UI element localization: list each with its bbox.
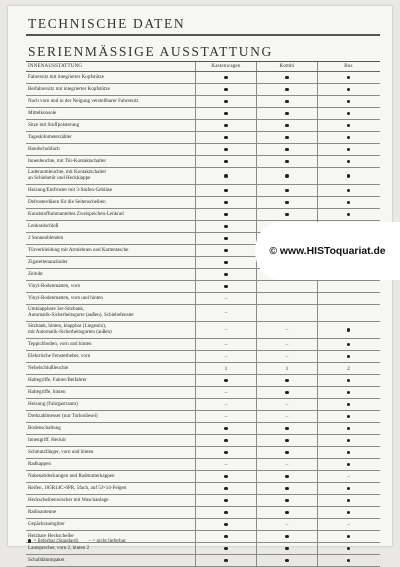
- row-value: [257, 483, 318, 494]
- row-value: –: [196, 399, 257, 410]
- bullet-icon: [285, 88, 289, 92]
- table-row: [26, 197, 380, 209]
- row-value: [257, 72, 318, 83]
- table-header-row: [26, 61, 380, 72]
- bullet-icon: [285, 112, 289, 116]
- bullet-icon: [285, 379, 289, 383]
- row-value: [257, 495, 318, 506]
- row-label: Heizbare Heckscheibe: [26, 531, 196, 542]
- row-value: [318, 197, 379, 208]
- row-value: [196, 375, 257, 386]
- bullet-icon: [285, 213, 289, 217]
- row-label: Sitzbank, hinten, klappbar (Liegesitz), mit Automatik-Sicherheitsgurten (außen): [26, 322, 196, 338]
- table-row: [26, 363, 380, 375]
- row-value: [196, 168, 257, 184]
- bullet-icon: [347, 355, 351, 359]
- bullet-icon: [224, 273, 228, 277]
- table-row: [26, 411, 380, 423]
- row-value: [318, 375, 379, 386]
- row-label: Kunststoffummanteltes Zweispeichen-Lenkrad: [26, 209, 196, 220]
- bullet-icon: [224, 174, 228, 178]
- bullet-icon: [224, 112, 228, 116]
- row-value: –: [196, 411, 257, 422]
- bullet-icon: [224, 499, 228, 503]
- bullet-icon: [224, 261, 228, 265]
- bullet-icon: [28, 539, 31, 542]
- row-label: Heckscheibenwischer mit Waschanlage: [26, 495, 196, 506]
- row-label: Zeituhr: [26, 269, 196, 280]
- bullet-icon: [224, 160, 228, 164]
- bullet-icon: [224, 213, 228, 217]
- row-label: Innenleuchte, mit Tür-Kontaktschalter: [26, 156, 196, 167]
- bullet-icon: [224, 451, 228, 455]
- row-value: [318, 293, 379, 304]
- row-value: [257, 168, 318, 184]
- row-value: [318, 108, 379, 119]
- row-value: [318, 507, 379, 518]
- row-value: [257, 447, 318, 458]
- row-value: [196, 269, 257, 280]
- row-value: –: [196, 459, 257, 470]
- bullet-icon: [224, 285, 228, 289]
- bullet-icon: [224, 427, 228, 431]
- row-value: [196, 555, 257, 566]
- row-label: Haltegriffe, hinten: [26, 387, 196, 398]
- table-row: [26, 351, 380, 363]
- row-value: [257, 84, 318, 95]
- row-value: [257, 375, 318, 386]
- row-value: [318, 156, 379, 167]
- row-value: –: [257, 339, 318, 350]
- row-label: 2 Sonnenblenden: [26, 233, 196, 244]
- bullet-icon: [224, 237, 228, 241]
- row-value: [196, 257, 257, 268]
- row-value: [196, 96, 257, 107]
- table-row: [26, 281, 380, 293]
- row-value: [318, 339, 379, 350]
- row-value: –: [257, 322, 318, 338]
- row-value: [196, 495, 257, 506]
- bullet-icon: [224, 88, 228, 92]
- table-row: [26, 132, 380, 144]
- row-value: [196, 209, 257, 220]
- row-label: Reifen, 185R14C-6PR, 5fach, auf 5J×14-Felgen: [26, 483, 196, 494]
- bullet-icon: [347, 451, 351, 455]
- row-value: [257, 531, 318, 542]
- table-row: [26, 483, 380, 495]
- row-value: [318, 322, 379, 338]
- bullet-icon: [224, 379, 228, 383]
- table-row: [26, 399, 380, 411]
- bullet-icon: [347, 112, 351, 116]
- bullet-icon: [347, 535, 351, 539]
- bullet-icon: [347, 88, 351, 92]
- row-value: –: [257, 459, 318, 470]
- row-value: –: [196, 293, 257, 304]
- table-row: [26, 96, 380, 108]
- bullet-icon: [347, 136, 351, 140]
- row-value: [257, 387, 318, 398]
- row-value: [257, 144, 318, 155]
- legend-unavailable: – = nicht lieferbar: [88, 538, 126, 544]
- table-row: [26, 84, 380, 96]
- table-row: [26, 322, 380, 339]
- header-kombi: Kombi: [257, 62, 318, 71]
- row-value: [257, 305, 318, 321]
- bullet-icon: [347, 415, 351, 419]
- bullet-icon: [224, 559, 228, 563]
- bullet-icon: [224, 100, 228, 104]
- row-label: Vinyl-Bodenmatten, vorn und hinten: [26, 293, 196, 304]
- bullet-icon: [347, 148, 351, 152]
- row-label: Mittelkonsole: [26, 108, 196, 119]
- row-value: [196, 108, 257, 119]
- row-value: [318, 305, 379, 321]
- equipment-table: [26, 61, 380, 567]
- row-value: [196, 197, 257, 208]
- bullet-icon: [224, 76, 228, 80]
- row-value: [318, 399, 379, 410]
- bullet-icon: [285, 136, 289, 140]
- bullet-icon: [285, 160, 289, 164]
- bullet-icon: [224, 148, 228, 152]
- row-label: Radkappen: [26, 459, 196, 470]
- row-label: Bodenschaltung: [26, 423, 196, 434]
- page-title: TECHNISCHE DATEN: [28, 16, 186, 31]
- bullet-icon: [347, 391, 351, 395]
- row-label: Türverkleidung mit Armlehnen und Kartentasche: [26, 245, 196, 256]
- row-label: Vinyl-Bodenmatten, vorn: [26, 281, 196, 292]
- row-value: [318, 132, 379, 143]
- row-value: [257, 108, 318, 119]
- row-label: Defrosterdüsen für die Seitenscheiben: [26, 197, 196, 208]
- row-value: [318, 209, 379, 220]
- bullet-icon: [285, 535, 289, 539]
- bullet-icon: [224, 124, 228, 128]
- table-row: [26, 120, 380, 132]
- bullet-icon: [347, 201, 351, 205]
- table-row: [26, 108, 380, 120]
- bullet-icon: [347, 343, 351, 347]
- row-value: [318, 84, 379, 95]
- bullet-icon: [347, 160, 351, 164]
- bullet-icon: [347, 213, 351, 217]
- bullet-icon: [347, 463, 351, 467]
- row-value: [196, 519, 257, 530]
- bullet-icon: [347, 174, 351, 178]
- row-value: [257, 156, 318, 167]
- row-value: [318, 281, 379, 292]
- bullet-icon: [347, 439, 351, 443]
- row-value: [196, 507, 257, 518]
- row-value: [196, 185, 257, 196]
- bullet-icon: [224, 475, 228, 479]
- row-value: –: [196, 322, 257, 338]
- row-value: [318, 387, 379, 398]
- header-bus: Bus: [344, 64, 353, 69]
- bullet-icon: [224, 439, 228, 443]
- row-value: [257, 423, 318, 434]
- row-value: [318, 144, 379, 155]
- bullet-icon: [285, 511, 289, 515]
- row-value: [257, 209, 318, 220]
- bullet-icon: [285, 201, 289, 205]
- table-row: [26, 339, 380, 351]
- bullet-icon: [347, 559, 351, 563]
- table-row: [26, 459, 380, 471]
- table-row: [26, 293, 380, 305]
- row-label: Gepäckraumgitter: [26, 519, 196, 530]
- bullet-icon: [224, 136, 228, 140]
- row-label: Schmutzfänger, vorn und hinten: [26, 447, 196, 458]
- table-row: [26, 185, 380, 197]
- bullet-icon: [224, 523, 228, 527]
- bullet-icon: [285, 475, 289, 479]
- row-value: [257, 471, 318, 482]
- row-value: –: [347, 473, 350, 480]
- row-value: [196, 471, 257, 482]
- row-label: Drehzahlmesser (nur Turbodiesel): [26, 411, 196, 422]
- table-body: [26, 72, 380, 567]
- bullet-icon: [224, 535, 228, 539]
- bullet-icon: [347, 76, 351, 80]
- bullet-icon: [347, 403, 351, 407]
- bullet-icon: [285, 100, 289, 104]
- row-label: Beifahrersitz mit integrierter Kopfstütze: [26, 84, 196, 95]
- row-value: [318, 495, 379, 506]
- row-value: [318, 435, 379, 446]
- row-value: –: [196, 305, 257, 321]
- row-label: Nach vorn und in der Neigung verstellbarer Fahrersitz: [26, 96, 196, 107]
- title-rule: [26, 34, 380, 36]
- table-row: [26, 72, 380, 84]
- row-label: Teppichboden, vorn und hinten: [26, 339, 196, 350]
- bullet-icon: [347, 328, 351, 332]
- bullet-icon: [347, 124, 351, 128]
- row-label: Handschuhfach: [26, 144, 196, 155]
- bullet-icon: [285, 148, 289, 152]
- row-value: [318, 72, 379, 83]
- row-value: [196, 233, 257, 244]
- row-label: Heizung (Fahrgastraum): [26, 399, 196, 410]
- row-value: [196, 531, 257, 542]
- bullet-icon: [347, 100, 351, 104]
- row-value: [196, 423, 257, 434]
- row-value: [257, 293, 318, 304]
- row-label: Schalldämmpaket: [26, 555, 196, 566]
- bullet-icon: [224, 225, 228, 229]
- bullet-icon: [285, 499, 289, 503]
- bullet-icon: [285, 189, 289, 193]
- bullet-icon: [347, 499, 351, 503]
- bullet-icon: [285, 451, 289, 455]
- row-value: [318, 351, 379, 362]
- table-row: [26, 507, 380, 519]
- table-row: [26, 555, 380, 567]
- bullet-icon: [224, 249, 228, 253]
- row-value: [257, 555, 318, 566]
- row-value: [318, 555, 379, 566]
- row-value: –: [196, 387, 257, 398]
- row-value: [257, 281, 318, 292]
- row-value: [196, 132, 257, 143]
- row-value: [196, 221, 257, 232]
- bullet-icon: [224, 201, 228, 205]
- bullet-icon: [347, 379, 351, 383]
- row-value: –: [257, 399, 318, 410]
- table-row: [26, 435, 380, 447]
- section-title: SERIENMÄSSIGE AUSSTATTUNG: [28, 44, 273, 59]
- row-value: [196, 72, 257, 83]
- row-value: [196, 120, 257, 131]
- row-value: –: [257, 411, 318, 422]
- bullet-icon: [285, 124, 289, 128]
- table-row: [26, 168, 380, 185]
- table-row: [26, 156, 380, 168]
- legend: [28, 538, 126, 544]
- table-row: [26, 144, 380, 156]
- table-row: [26, 519, 380, 531]
- row-label: Laderaumleuchte, mit Kontaktschalter an Schiebetür und Heckklappe: [26, 168, 196, 184]
- row-label: Zigarettenanzünder: [26, 257, 196, 268]
- bullet-icon: [224, 511, 228, 515]
- bullet-icon: [224, 189, 228, 193]
- row-value: [196, 245, 257, 256]
- table-row: [26, 423, 380, 435]
- row-value: [318, 120, 379, 131]
- header-interior: INNENAUSSTATTUNG: [26, 62, 196, 71]
- row-value: [318, 423, 379, 434]
- row-label: Haltegriffe, Fahrer/Beifahrer: [26, 375, 196, 386]
- row-value: [196, 281, 257, 292]
- row-value: –: [257, 519, 318, 530]
- row-label: Nabenabdeckungen und Radmutterkappen: [26, 471, 196, 482]
- row-value: [318, 447, 379, 458]
- bullet-icon: [285, 174, 289, 178]
- row-value: [257, 132, 318, 143]
- row-value: [257, 185, 318, 196]
- table-row: [26, 471, 380, 483]
- row-value: 2: [347, 365, 350, 372]
- row-value: 1: [196, 363, 257, 374]
- row-label: Nebelschlußleuchte: [26, 363, 196, 374]
- row-label: Sitze mit Stoffpolsterung: [26, 120, 196, 131]
- bullet-icon: [224, 487, 228, 491]
- table-row: [26, 375, 380, 387]
- row-value: [257, 120, 318, 131]
- bullet-icon: [347, 511, 351, 515]
- row-value: –: [196, 339, 257, 350]
- table-row: [26, 495, 380, 507]
- bullet-icon: [285, 76, 289, 80]
- row-value: –: [257, 351, 318, 362]
- row-value: [196, 144, 257, 155]
- row-value: [318, 411, 379, 422]
- table-row: [26, 447, 380, 459]
- row-label: Lenkradschloß: [26, 221, 196, 232]
- table-row: [26, 387, 380, 399]
- bullet-icon: [285, 559, 289, 563]
- row-value: [196, 483, 257, 494]
- row-value: [257, 96, 318, 107]
- row-value: [257, 197, 318, 208]
- row-value: [196, 447, 257, 458]
- bullet-icon: [347, 487, 351, 491]
- row-label: Innengriff, Heckür: [26, 435, 196, 446]
- row-value: [318, 96, 379, 107]
- row-value: [318, 531, 379, 542]
- row-value: [318, 483, 379, 494]
- row-value: [196, 84, 257, 95]
- table-row: [26, 305, 380, 322]
- bullet-icon: [285, 487, 289, 491]
- row-label: Heizung/Entfroster mit 3-Stufen-Gebläse: [26, 185, 196, 196]
- bullet-icon: [285, 391, 289, 395]
- row-label: Tageskilometerzähler: [26, 132, 196, 143]
- legend-available: = lieferbar (Standard): [33, 538, 79, 544]
- row-value: [196, 156, 257, 167]
- row-label: Umklappbare 3er-Sitzbank, Automatik-Sicherheitsgurte (außen), Schiebefenster: [26, 305, 196, 321]
- table-row: [26, 209, 380, 221]
- row-value: [318, 185, 379, 196]
- bullet-icon: [285, 439, 289, 443]
- row-value: [196, 435, 257, 446]
- header-kastenwagen: Kastenwagen: [196, 62, 257, 71]
- row-value: [318, 459, 379, 470]
- row-value: –: [196, 351, 257, 362]
- row-value: [318, 168, 379, 184]
- row-label: Fahrersitz mit integrierter Kopfstütze: [26, 72, 196, 83]
- bullet-icon: [347, 427, 351, 431]
- watermark: © www.HISToquariat.de: [255, 222, 400, 280]
- bullet-icon: [347, 189, 351, 193]
- row-label: Radioantenne: [26, 507, 196, 518]
- table-row: [26, 543, 380, 555]
- row-label: Lautsprecher, vorn 2, hinten 2: [26, 543, 196, 554]
- row-value: [257, 507, 318, 518]
- bullet-icon: [285, 427, 289, 431]
- row-value: –: [347, 521, 350, 528]
- row-value: 1: [257, 363, 318, 374]
- row-label: Elektrische Fensterheber, vorn: [26, 351, 196, 362]
- row-value: [257, 435, 318, 446]
